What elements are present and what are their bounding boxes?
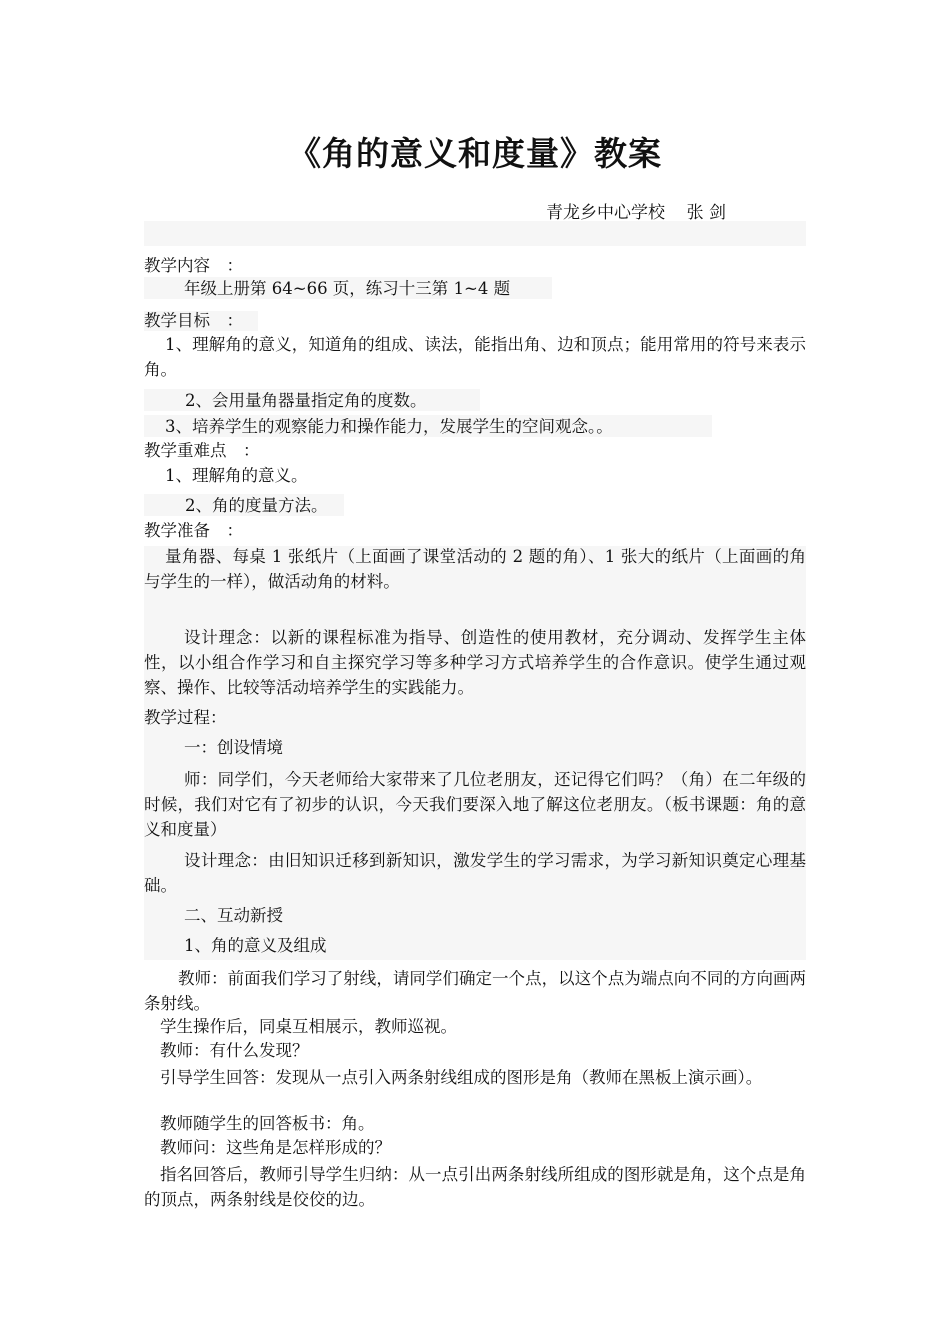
paragraph: 教师：有什么发现？ [160, 1041, 309, 1060]
paragraph: 教师问：这些角是怎样形成的？ [160, 1138, 391, 1157]
paragraph: 1、理解角的意义。 [165, 466, 308, 485]
paragraph: 教师：前面我们学习了射线，请同学们确定一个点，以这个点为端点向不同的方向画两条射线。 [144, 969, 806, 1013]
paragraph: 2、角的度量方法。 [185, 496, 328, 515]
paragraph: 1、理解角的意义，知道角的组成、读法，能指出角、边和顶点；能用常用的符号来表示角。 [144, 335, 806, 379]
paragraph: 引导学生回答：发现从一点引入两条射线组成的图形是角（教师在黑板上演示画）。 [160, 1068, 763, 1087]
section-heading: 教学准备 ： [144, 521, 243, 540]
section-heading: 教学目标 ： [144, 311, 243, 330]
paragraph: 指名回答后，教师引导学生归纳：从一点引出两条射线所组成的图形就是角，这个点是角的顶点，两条射线是佼佼的边。 [144, 1165, 806, 1209]
paragraph: 教师随学生的回答板书：角。 [160, 1114, 375, 1133]
author-line: 青龙乡中心学校 张 剑 [546, 203, 727, 223]
paragraph: 二、互动新授 [184, 906, 283, 925]
paragraph: 3、培养学生的观察能力和操作能力，发展学生的空间观念。。 [165, 417, 613, 436]
paragraph: 年级上册第 64~66 页，练习十三第 1~4 题 [184, 279, 511, 298]
shade-band [144, 221, 806, 246]
paragraph: 师：同学们，今天老师给大家带来了几位老朋友，还记得它们吗？（角）在二年级的时候，我们对它有了初步的认识，今天我们要深入地了解这位老朋友。（板书课题：角的意义和度量） [144, 770, 806, 839]
paragraph: 设计理念：由旧知识迁移到新知识，激发学生的学习需求，为学习新知识奠定心理基础。 [144, 851, 806, 895]
paragraph: 量角器、每桌 1 张纸片（上面画了课堂活动的 2 题的角）、1 张大的纸片（上面画的角与学生的一样），做活动角的材料。 [144, 547, 806, 591]
paragraph: 1、角的意义及组成 [184, 936, 327, 955]
paragraph: 学生操作后，同桌互相展示，教师巡视。 [160, 1017, 457, 1036]
section-heading: 教学内容 ： [144, 256, 243, 275]
paragraph: 设计理念：以新的课程标准为指导、创造性的使用教材，充分调动、发挥学生主体性，以小组合作学习和自主探究学习等多种学习方式培养学生的合作意识。使学生通过观察、操作、比较等活动培养学生的实践能力。 [144, 628, 806, 697]
paragraph: 2、会用量角器量指定角的度数。 [185, 391, 427, 410]
section-heading: 教学过程： [144, 708, 227, 727]
paragraph: 一：创设情境 [184, 738, 283, 757]
document-title: 《角的意义和度量》教案 [288, 134, 662, 173]
section-heading: 教学重难点 ： [144, 441, 260, 460]
